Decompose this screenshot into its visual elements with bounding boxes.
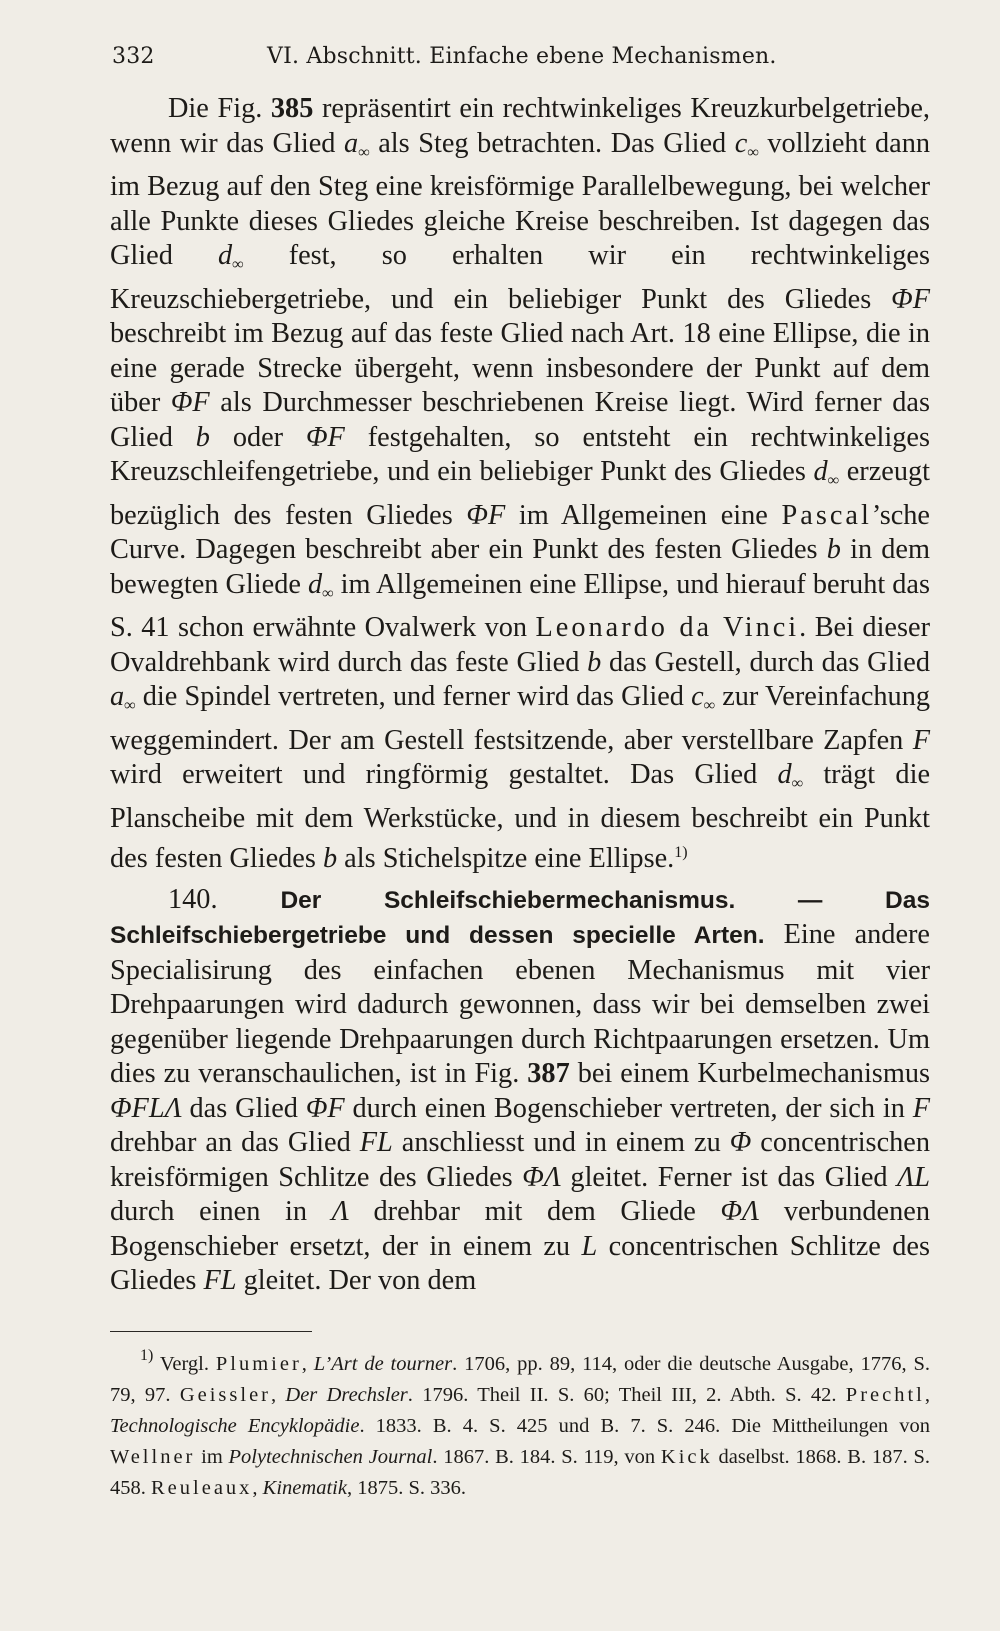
infinity-subscript: ∞ bbox=[358, 143, 370, 161]
text-run: beschreibt im Bezug auf das feste Glied nach Art. 18 eine Ellipse, die in eine gerade Strecke übergeht, wenn insbesondere der Punkt auf dem über bbox=[110, 318, 930, 418]
text-run: . 1833. B. 4. S. 425 und B. 7. S. 246. Die Mittheilungen von bbox=[359, 1415, 931, 1437]
symbol-lambda-l: ΛL bbox=[897, 1161, 930, 1193]
book-title: Kinematik bbox=[262, 1477, 347, 1499]
infinity-subscript: ∞ bbox=[747, 143, 759, 161]
infinity-subscript: ∞ bbox=[791, 775, 804, 792]
symbol-phi: Φ bbox=[729, 1127, 752, 1158]
text-run: trägt die Planscheibe mit dem Werkstücke, und in diesem beschreibt ein Punkt des festen Gliedes bbox=[110, 759, 930, 874]
symbol-phi-f: ΦF bbox=[305, 1092, 345, 1124]
text-run: ’sche Curve. Dagegen beschreibt aber ein Punkt des festen Gliedes bbox=[110, 499, 930, 565]
symbol-a-infinity: $a_\infty$ bbox=[110, 681, 136, 714]
text-run: Die Fig. bbox=[168, 93, 271, 124]
text-run: verbundenen Bogenschieber ersetzt, der in einem zu bbox=[110, 1196, 930, 1262]
symbol-phi-f: ΦF bbox=[170, 387, 210, 418]
footnote-text bbox=[110, 1340, 930, 1504]
text-run: im Allgemeinen eine Ellipse, und hierauf beruht das S. 41 schon erwähnte Ovalwerk von bbox=[110, 568, 930, 643]
symbol-d-infinity: $d_\infty$ bbox=[777, 759, 804, 792]
text-run: in dem bewegten Gliede bbox=[110, 534, 930, 600]
symbol-d-infinity: $d_\infty$ bbox=[308, 568, 334, 602]
footnote-divider bbox=[110, 1331, 312, 1332]
journal-title: Polytechnischen Journal bbox=[228, 1446, 433, 1468]
text-run: als Durchmesser beschriebenen Kreise liegt. Wird ferner das Glied bbox=[110, 387, 930, 453]
symbol-b: b bbox=[195, 421, 210, 453]
text-run: drehbar mit dem Gliede bbox=[348, 1196, 721, 1227]
page-number: 332 bbox=[112, 44, 155, 69]
text-run: festgehalten, so entsteht ein rechtwinkeliges Kreuzschleifengetriebe, und ein beliebiger Punkt des Gliedes bbox=[110, 421, 930, 487]
infinity-subscript: ∞ bbox=[703, 697, 716, 714]
book-title: Technologische Encyklopädie bbox=[110, 1415, 360, 1437]
figure-ref-387: 387 bbox=[527, 1058, 570, 1089]
text-run: Eine andere Specialisirung des einfachen ebenen Mechanismus mit vier Drehpaarungen wird dadurch gewonnen, dass wir bei demselben zwei gegenüber liegende Drehpaarungen durch Richtpaarungen ersetzen. Um dies zu veranschaulichen, ist in Fig. bbox=[110, 919, 930, 1089]
name-pascal: Pascal bbox=[781, 499, 872, 531]
section-140 bbox=[110, 883, 930, 1299]
text-run: Vergl. bbox=[153, 1353, 216, 1375]
symbol-phi-lambda: ΦΛ bbox=[522, 1161, 561, 1193]
author-plumier: Plumier bbox=[215, 1353, 302, 1375]
infinity-subscript: ∞ bbox=[232, 256, 244, 273]
book-title: L’Art de tourner bbox=[313, 1353, 453, 1375]
running-header bbox=[112, 40, 932, 80]
symbol-b: b bbox=[587, 646, 602, 678]
symbol-f-l: FL bbox=[359, 1127, 393, 1158]
symbol-phi-f: ΦF bbox=[306, 421, 345, 453]
text-run: . 1796. Theil II. S. 60; Theil III, 2. Abth. S. 42. bbox=[407, 1384, 846, 1406]
symbol-phi-lambda: ΦΛ bbox=[720, 1196, 760, 1227]
symbol-d-infinity: $d_\infty$ bbox=[813, 456, 840, 489]
text-run: fest, so erhalten wir ein rechtwinkeliges Kreuzschiebergetriebe, und ein beliebiger Punkt des Gliedes bbox=[110, 240, 930, 315]
footnote bbox=[110, 1340, 930, 1504]
text-run: gleitet. Der von dem bbox=[236, 1265, 477, 1296]
text-run: concentrischen Schlitze des Gliedes bbox=[110, 1230, 930, 1296]
text-run: . 1706, pp. 89, 114, oder die deutsche Ausgabe, 1776, S. 79, 97. bbox=[110, 1353, 930, 1406]
running-title: VI. Abschnitt. Einfache ebene Mechanismen. bbox=[267, 44, 777, 69]
author-wellner: Wellner bbox=[110, 1446, 196, 1468]
text-run: oder bbox=[209, 421, 306, 453]
text-run: das Glied bbox=[181, 1092, 306, 1124]
name-leonardo: Leonardo da Vinci bbox=[535, 612, 800, 643]
text-run: bei einem Kurbelmechanismus bbox=[569, 1058, 930, 1089]
text-run: das Gestell, durch das Glied bbox=[601, 646, 930, 678]
infinity-subscript: ∞ bbox=[322, 584, 334, 602]
symbol-phi-f: ΦF bbox=[891, 283, 930, 315]
symbol-l: L bbox=[581, 1230, 598, 1262]
symbol-phi-f-l-lambda: ΦFLΛ bbox=[110, 1092, 182, 1124]
main-text bbox=[110, 92, 930, 1299]
symbol-b: b bbox=[826, 534, 841, 565]
author-kick: Kick bbox=[660, 1446, 713, 1468]
text-run: daselbst. 1868. B. 187. S. 458. bbox=[110, 1446, 930, 1499]
text-run: concentrischen kreisförmigen Schlitze des Gliedes bbox=[110, 1127, 930, 1193]
text-run: . 1867. B. 184. S. 119, von bbox=[432, 1446, 661, 1468]
text-run: repräsentirt ein rechtwinkeliges Kreuzkurbelgetriebe, wenn wir das Glied bbox=[110, 93, 930, 159]
text-run: . Bei dieser Ovaldrehbank wird durch das feste Glied bbox=[110, 612, 930, 678]
text-run: anschliesst und in einem zu bbox=[392, 1127, 730, 1158]
text-run: erzeugt bezüglich des festen Gliedes bbox=[110, 456, 930, 531]
book-title: Der Drechsler bbox=[285, 1384, 408, 1406]
author-prechtl: Prechtl bbox=[845, 1384, 925, 1406]
symbol-f-l: FL bbox=[203, 1265, 237, 1296]
symbol-f: F bbox=[912, 724, 930, 756]
text-run: , bbox=[271, 1384, 286, 1406]
symbol-a-infinity: $a_\infty$ bbox=[344, 127, 370, 161]
text-run: zur Vereinfachung weggemindert. Der am Gestell festsitzende, aber verstellbare Zapfen bbox=[110, 681, 930, 756]
text-run: , bbox=[252, 1477, 263, 1499]
section-number: 140. bbox=[168, 883, 218, 915]
text-run: wird erweitert und ringförmig gestaltet. Das Glied bbox=[110, 759, 778, 790]
author-geissler: Geissler bbox=[179, 1384, 271, 1406]
text-run: , bbox=[924, 1384, 930, 1406]
footnote-reference: 1) bbox=[674, 844, 688, 861]
author-reuleaux: Reuleaux bbox=[151, 1477, 253, 1499]
symbol-phi-f: ΦF bbox=[466, 499, 506, 531]
figure-ref-385: 385 bbox=[270, 93, 314, 124]
symbol-f: F bbox=[912, 1092, 931, 1124]
text-run: durch einen Bogenschieber vertreten, der sich in bbox=[344, 1092, 913, 1124]
text-run: durch einen in bbox=[110, 1196, 332, 1227]
section-heading: Der Schleifschiebermechanismus. — Das Schleifschiebergetriebe und dessen specielle Arten. bbox=[110, 886, 930, 949]
footnote-mark: 1) bbox=[140, 1347, 154, 1364]
symbol-c-infinity: $c_\infty$ bbox=[691, 681, 716, 714]
text-run: die Spindel vertreten, und ferner wird das Glied bbox=[135, 681, 692, 712]
text-run: , 1875. S. 336. bbox=[346, 1477, 466, 1499]
text-run: als Steg betrachten. Das Glied bbox=[369, 127, 735, 159]
text-run: vollzieht dann im Bezug auf den Steg eine kreisförmige Parallelbewegung, bei welcher alle Punkte dieses Gliedes gleiche Kreise beschreiben. Ist dagegen das Glied bbox=[110, 127, 931, 271]
infinity-subscript: ∞ bbox=[827, 472, 840, 489]
text-run: als Stichelspitze eine Ellipse. bbox=[337, 843, 675, 874]
symbol-lambda: Λ bbox=[331, 1196, 349, 1227]
text-run: , bbox=[301, 1353, 314, 1375]
text-run: im Allgemeinen eine bbox=[505, 499, 782, 531]
symbol-c-infinity: $c_\infty$ bbox=[734, 127, 759, 161]
text-run: im bbox=[195, 1446, 229, 1468]
symbol-b: b bbox=[322, 843, 338, 874]
text-run: gleitet. Ferner ist das Glied bbox=[560, 1161, 898, 1193]
symbol-d-infinity: $d_\infty$ bbox=[218, 240, 244, 273]
infinity-subscript: ∞ bbox=[124, 697, 136, 714]
text-run: drehbar an das Glied bbox=[110, 1127, 360, 1158]
paragraph-fig-385 bbox=[110, 92, 930, 877]
